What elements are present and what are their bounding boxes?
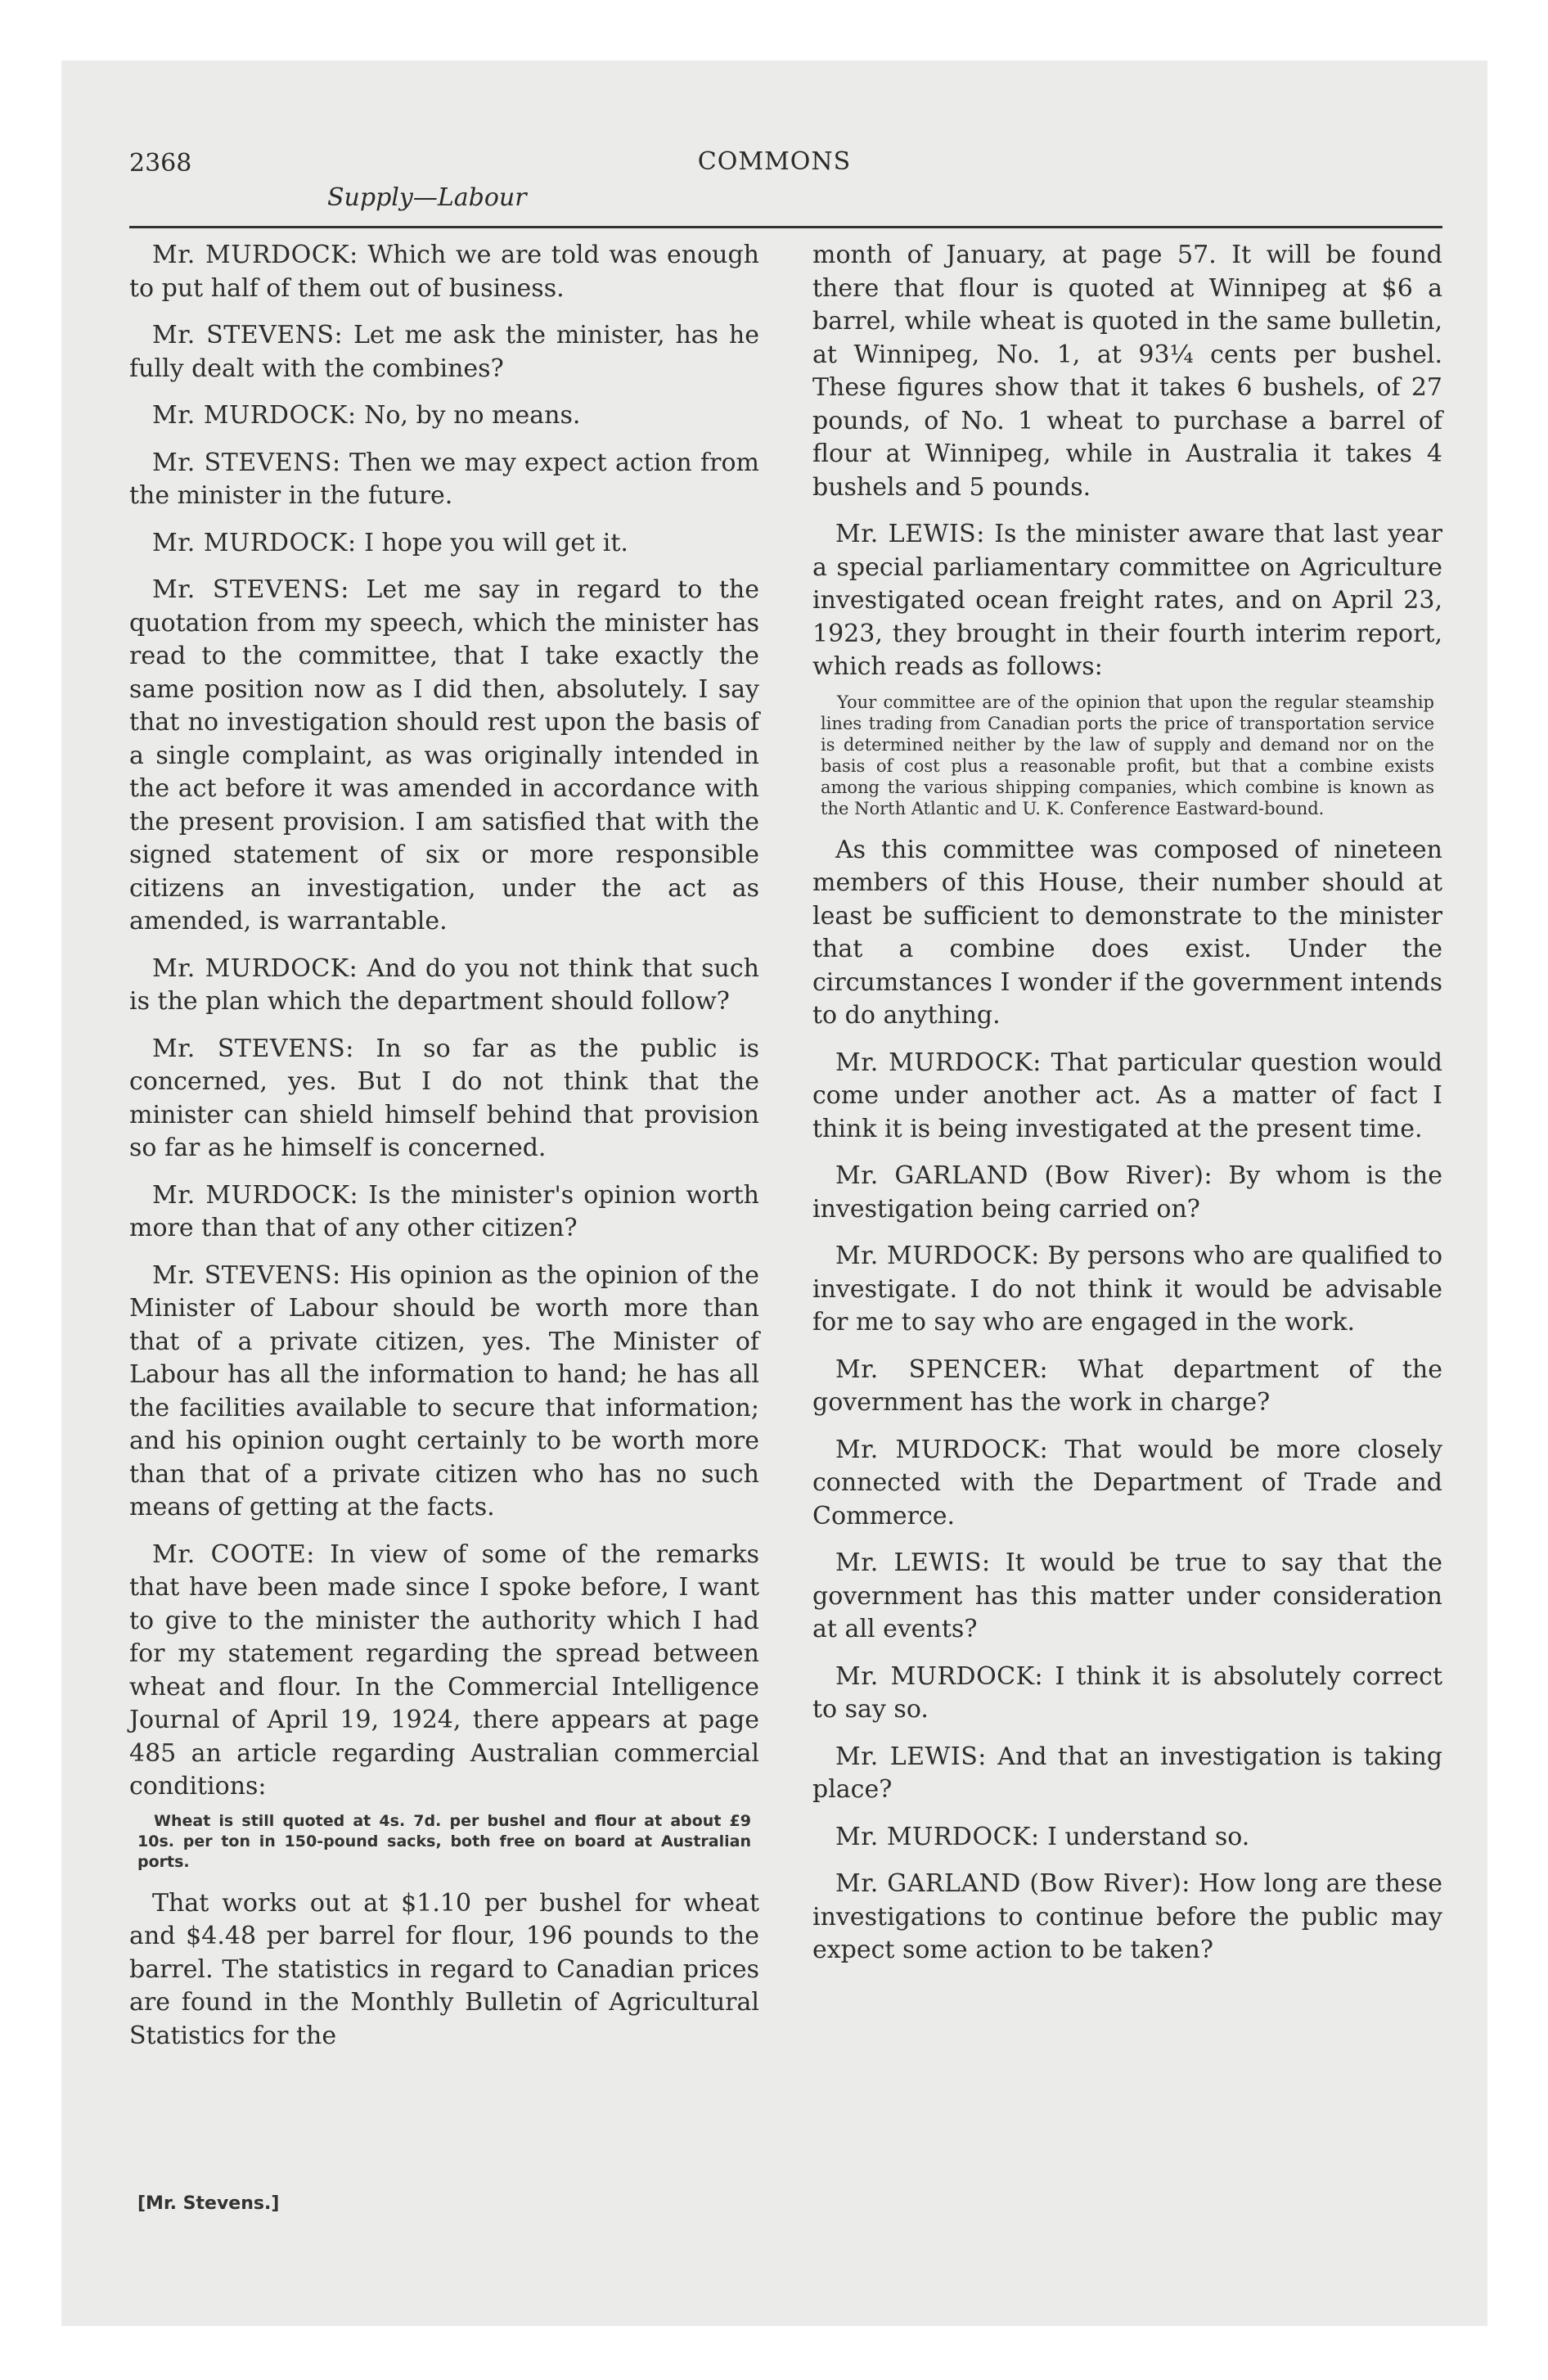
speaker-name: Mr. STEVENS: [152, 321, 344, 349]
speech-text: Is the minister's opinion worth more than that of any other citizen? [129, 1180, 759, 1242]
speech-text: Let me say in regard to the quotation from my speech, which the minister has read to the committee, that I take exactly the same position now as I did then, absolutely. I say that no investigation should rest upon the basis of a single complaint, as was originally intended in the act before it was amended in accordance with the present provision. I am satisfied that with the signed statement of six or more responsible citizens an investigation, under the act as amended, is warrantable. [129, 575, 759, 935]
speaker-name: Mr. GARLAND (Bow River): [835, 1161, 1213, 1190]
speech-paragraph [812, 1868, 1442, 1968]
speaker-name: Mr. GARLAND (Bow River): [835, 1869, 1190, 1898]
speech-paragraph [812, 1821, 1442, 1855]
speech-paragraph [129, 1033, 759, 1165]
speech-paragraph [812, 1240, 1442, 1340]
speaker-name: Mr. STEVENS: [152, 1260, 341, 1290]
speech-text: That would be more closely connected with the Department of Trade and Commerce. [812, 1435, 1442, 1530]
speech-text: That particular question would come under another act. As a matter of fact I think it is being investigated at the present time. [812, 1048, 1442, 1143]
speech-text: In so far as the public is concerned, yes. But I do not think that the minister can shield himself behind that provision so far as he himself is concerned. [129, 1034, 759, 1162]
speaker-name: Mr. STEVENS: [152, 575, 349, 604]
speech-text: And do you not think that such is the plan which the department should follow? [129, 953, 759, 1016]
speech-text: I understand so. [1047, 1822, 1250, 1851]
speech-paragraph [812, 1434, 1442, 1534]
speech-text: I think it is absolutely correct to say so. [812, 1661, 1443, 1724]
speaker-name: Mr. MURDOCK: [152, 241, 358, 269]
speech-text: Is the minister aware that last year a special parliamentary committee on Agriculture investigated ocean freight rates, and on April 23, 1923, they brought in their fourth interim report, which reads as follows: [812, 520, 1442, 681]
speech-paragraph [812, 1354, 1442, 1420]
speech-paragraph [129, 399, 759, 433]
speaker-name: Mr. COOTE: [152, 1539, 315, 1569]
speaker-name: Mr. MURDOCK: [835, 1242, 1040, 1270]
speaker-name: Mr. STEVENS: [152, 448, 341, 477]
speech-text: And that an investigation is taking place? [812, 1742, 1442, 1804]
running-title: COMMONS [697, 147, 852, 176]
speech-paragraph [129, 953, 759, 1019]
speech-text: By whom is the investigation being carried on? [812, 1161, 1442, 1224]
speech-paragraph [812, 1741, 1442, 1807]
speech-paragraph [129, 239, 759, 305]
speaker-name: Mr. LEWIS: [835, 1548, 991, 1577]
continuation-paragraph: That works out at $1.10 per bushel for wheat and $4.48 per barrel for flour, 196 pounds to the barrel. The statistics in regard to Canadian prices are found in the Monthly Bulletin of Agricultural Statistics for the [129, 1888, 759, 2050]
speaker-name: Mr. LEWIS: [835, 1742, 987, 1771]
speech-text: No, by no means. [364, 401, 581, 430]
speech-paragraph [812, 1160, 1442, 1226]
speech-paragraph [812, 518, 1442, 684]
speaker-name: Mr. MURDOCK: [835, 1048, 1042, 1077]
hansard-page [61, 61, 1487, 2326]
speaker-name: Mr. SPENCER: [835, 1355, 1049, 1384]
continuation-paragraph: As this committee was composed of nineteen members of this House, their number should at least be sufficient to demonstrate to the minister that a combine does exist. Under the circumstances I wonder if the government intends to do anything. [812, 835, 1442, 1030]
speech-text: It would be true to say that the government has this matter under consideration at all events? [812, 1548, 1442, 1643]
speech-text: How long are these investigations to continue before the public may expect some action to be taken? [812, 1869, 1442, 1964]
page-header [61, 61, 1487, 232]
speaker-name: Mr. MURDOCK: [835, 1822, 1040, 1851]
speech-paragraph [812, 1661, 1442, 1727]
speech-text: Which we are told was enough to put half of them out of business. [129, 241, 760, 303]
section-title: Supply—Labour [327, 183, 527, 212]
speech-text: What department of the government has the work in charge? [812, 1355, 1442, 1417]
speaker-name: Mr. MURDOCK: [152, 528, 357, 557]
left-column [129, 239, 759, 2067]
speaker-name: Mr. MURDOCK: [835, 1435, 1049, 1464]
page-number: 2368 [129, 149, 192, 178]
speech-paragraph [129, 319, 759, 385]
speaker-name: Mr. STEVENS: [152, 1034, 354, 1063]
speaker-name: Mr. MURDOCK: [152, 401, 357, 430]
speech-paragraph [812, 1047, 1442, 1147]
speech-paragraph [129, 447, 759, 513]
speech-paragraph [129, 1539, 759, 1804]
speech-text: In view of some of the remarks that have been made since I spoke before, I want to give to the minister the authority which I had for my statement regarding the spread between wheat and flour. In the Commercial Intelligence Journal of April 19, 1924, there appears at page 485 an article regarding Australian commercial conditions: [129, 1539, 759, 1801]
speech-text: I hope you will get it. [364, 528, 628, 557]
speech-text: Then we may expect action from the minister in the future. [129, 448, 759, 510]
speech-paragraph [129, 1179, 759, 1246]
block-quote: Wheat is still quoted at 4s. 7d. per bushel and flour at about £9 10s. per ton in 150-pound sacks, both free on board at Australian ports. [137, 1811, 751, 1871]
speech-paragraph [129, 1260, 759, 1525]
speech-text: Let me ask the minister, has he fully dealt with the combines? [129, 321, 759, 383]
speech-paragraph [129, 574, 759, 939]
speaker-name: Mr. MURDOCK: [152, 1180, 359, 1210]
speech-text: By persons who are qualified to investigate. I do not think it would be advisable for me to say who are engaged in the work. [812, 1242, 1443, 1336]
speaker-name: Mr. MURDOCK: [835, 1661, 1044, 1691]
speech-paragraph [812, 1547, 1442, 1647]
speaker-name: Mr. MURDOCK: [152, 953, 358, 983]
footer-note: [Mr. Stevens.] [137, 2193, 280, 2214]
header-rule [129, 226, 1442, 228]
speech-paragraph [129, 527, 759, 561]
continuation-paragraph: month of January, at page 57. It will be found there that flour is quoted at Winnipeg at $6 a barrel, while wheat is quoted in the same bulletin, at Winnipeg, No. 1, at 93¼ cents per bushel. These figures show that it takes 6 bushels, of 27 pounds, of No. 1 wheat to purchase a barrel of flour at Winnipeg, while in Australia it takes 4 bushels and 5 pounds. [812, 241, 1442, 502]
right-column [812, 239, 1442, 1981]
speech-text: His opinion as the opinion of the Minister of Labour should be worth more than that of a private citizen, yes. The Minister of Labour has all the information to hand; he has all the facilities available to secure that information; and his opinion ought certainly to be worth more than that of a private citizen who has no such means of getting at the facts. [129, 1260, 759, 1521]
block-quote: Your committee are of the opinion that upon the regular steamship lines trading from Canadian ports the price of transportation service is determined neither by the law of supply and demand nor on the basis of cost plus a reasonable profit, but that a combine exists among the various shipping companies, which combine is known as the North Atlantic and U. K. Conference Eastward-bound. [821, 692, 1434, 818]
speaker-name: Mr. LEWIS: [835, 520, 985, 548]
